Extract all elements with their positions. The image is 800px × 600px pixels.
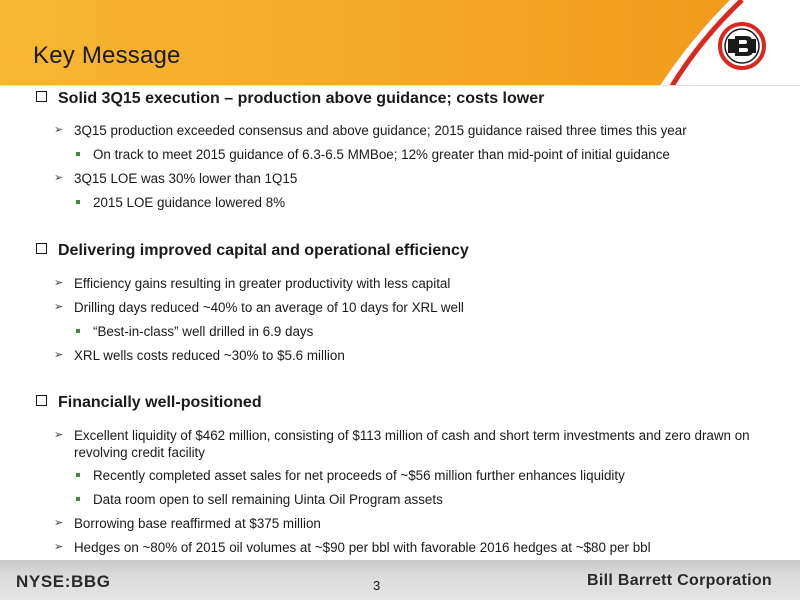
slide-title: Key Message [33,42,181,69]
square-bullet-icon [76,473,80,477]
bill-barrett-logo-icon [718,22,766,70]
arrow-bullet-icon: ➢ [54,277,64,289]
bullet-item: ➢ 3Q15 production exceeded consensus and above guidance; 2015 guidance raised three times this year [54,123,687,138]
arrow-bullet-icon: ➢ [54,429,64,441]
bullet-item: ➢ Drilling days reduced ~40% to an average of 10 days for XRL well [54,300,464,315]
arrow-bullet-icon: ➢ [54,541,64,553]
bullet-item: ➢ Excellent liquidity of $462 million, consisting of $113 million of cash and short term investments and zero drawn on revolving credit facility [54,428,750,460]
company-name: Bill Barrett Corporation [587,572,772,589]
bullet-item: ➢ Hedges on ~80% of 2015 oil volumes at ~$90 per bbl with favorable 2016 hedges at ~$80 per bbl [54,540,651,555]
ticker-symbol: NYSE:BBG [16,572,111,591]
sub-bullet-item: Recently completed asset sales for net proceeds of ~$56 million further enhances liquidity [76,467,625,484]
bullet-item: ➢ Efficiency gains resulting in greater productivity with less capital [54,276,451,291]
checkbox-bullet-icon [36,395,47,406]
bullet-item: ➢ Borrowing base reaffirmed at $375 million [54,516,321,531]
square-bullet-icon [76,152,80,156]
slide-body [0,86,800,560]
square-bullet-icon [76,329,80,333]
section-heading: Delivering improved capital and operational efficiency [36,242,469,260]
checkbox-bullet-icon [36,243,47,254]
arrow-bullet-icon: ➢ [54,349,64,361]
arrow-bullet-icon: ➢ [54,517,64,529]
section-heading: Solid 3Q15 execution – production above guidance; costs lower [36,90,544,108]
arrow-bullet-icon: ➢ [54,301,64,313]
arrow-bullet-icon: ➢ [54,124,64,136]
bullet-item: ➢ 3Q15 LOE was 30% lower than 1Q15 [54,171,298,186]
page-number: 3 [373,578,381,593]
square-bullet-icon [76,200,80,204]
bullet-item: ➢ XRL wells costs reduced ~30% to $5.6 million [54,348,345,363]
sub-bullet-item: “Best-in-class” well drilled in 6.9 days [76,323,313,340]
sub-bullet-item: On track to meet 2015 guidance of 6.3-6.5 MMBoe; 12% greater than mid-point of initial guidance [76,146,670,163]
checkbox-bullet-icon [36,91,47,102]
section-heading: Financially well-positioned [36,394,262,412]
slide-header [0,0,800,86]
slide-footer [0,560,800,600]
sub-bullet-item: Data room open to sell remaining Uinta Oil Program assets [76,491,443,508]
sub-bullet-item: 2015 LOE guidance lowered 8% [76,194,285,211]
square-bullet-icon [76,497,80,501]
arrow-bullet-icon: ➢ [54,172,64,184]
